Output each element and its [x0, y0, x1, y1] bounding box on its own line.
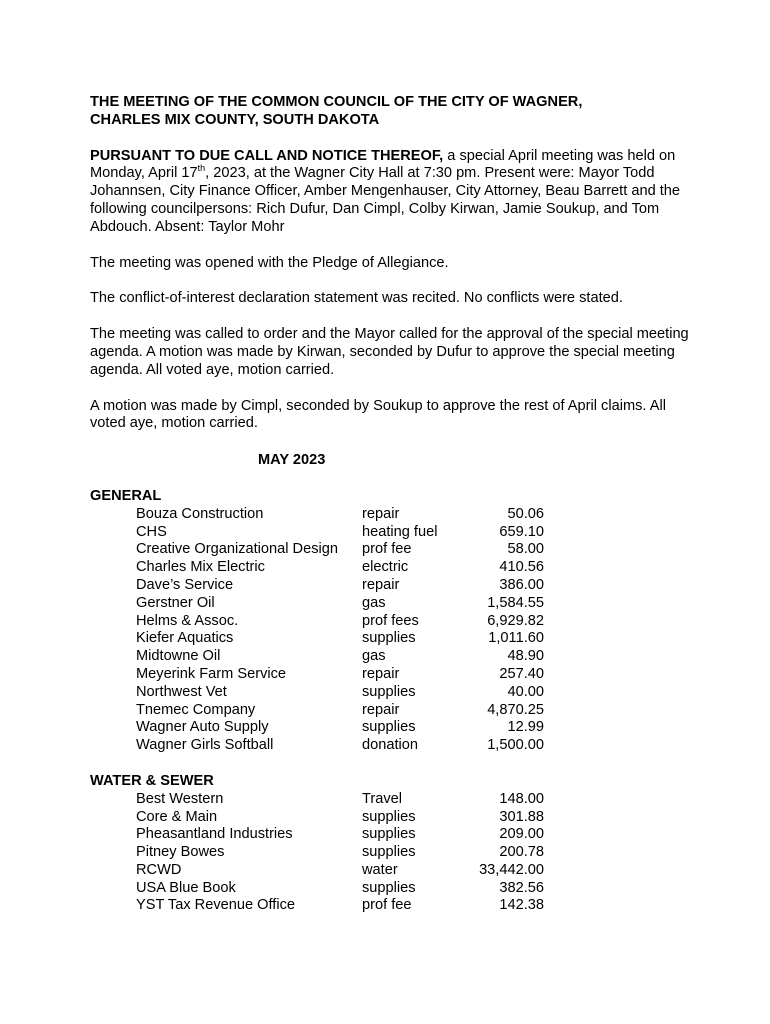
vendor-cell: Pitney Bowes	[136, 844, 225, 861]
vendor-cell: Dave’s Service	[136, 576, 234, 593]
vendor-cell: Charles Mix Electric	[136, 559, 265, 576]
table-row	[136, 737, 544, 755]
purpose-cell: prof fee	[362, 897, 412, 914]
purpose-cell: repair	[362, 701, 400, 718]
section-heading: GENERAL	[90, 487, 162, 504]
table-row	[136, 577, 544, 595]
table-row	[136, 880, 544, 898]
amount-cell: 40.00	[507, 683, 544, 700]
purpose-cell: water	[362, 861, 398, 878]
table-row	[136, 595, 544, 613]
paragraph-conflict: The conflict-of-interest declaration statement was recited. No conflicts were stated.	[90, 290, 623, 307]
vendor-cell: Wagner Girls Softball	[136, 737, 274, 754]
amount-cell: 1,011.60	[488, 630, 544, 647]
vendor-cell: Tnemec Company	[136, 701, 256, 718]
purpose-cell: gas	[362, 648, 386, 665]
purpose-cell: supplies	[362, 879, 416, 896]
vendor-cell: Bouza Construction	[136, 505, 264, 522]
table-row	[136, 826, 544, 844]
intro-paragraph	[90, 148, 690, 237]
vendor-cell: RCWD	[136, 861, 182, 878]
amount-cell: 1,584.55	[487, 594, 544, 611]
table-row	[136, 541, 544, 559]
purpose-cell: supplies	[362, 826, 416, 843]
amount-cell: 12.99	[507, 719, 544, 736]
amount-cell: 33,442.00	[479, 861, 544, 878]
vendor-cell: Creative Organizational Design	[136, 541, 338, 558]
vendor-cell: Helms & Assoc.	[136, 612, 239, 629]
amount-cell: 301.88	[499, 808, 544, 825]
intro-superscript: th	[197, 163, 206, 174]
vendor-cell: Midtowne Oil	[136, 648, 221, 665]
table-row	[136, 613, 544, 631]
table-row	[136, 791, 544, 809]
amount-cell: 50.06	[507, 505, 544, 522]
amount-cell: 382.56	[499, 879, 544, 896]
vendor-cell: Best Western	[136, 790, 224, 807]
paragraph-agenda: The meeting was called to order and the Mayor called for the approval of the special meeting agenda. A motion was made by Kirwan, seconded by Dufur to approve the special meeting agenda. All voted aye, motion carried.	[90, 326, 689, 378]
table-row	[136, 648, 544, 666]
amount-cell: 148.00	[499, 790, 544, 807]
vendor-cell: Kiefer Aquatics	[136, 630, 234, 647]
purpose-cell: gas	[362, 594, 386, 611]
table-row	[136, 809, 544, 827]
purpose-cell: repair	[362, 576, 400, 593]
claims-table	[136, 506, 544, 755]
amount-cell: 659.10	[499, 523, 544, 540]
table-row	[136, 702, 544, 720]
amount-cell: 4,870.25	[487, 701, 544, 718]
purpose-cell: repair	[362, 505, 400, 522]
amount-cell: 410.56	[499, 559, 544, 576]
purpose-cell: supplies	[362, 683, 416, 700]
claims-sections	[90, 488, 690, 915]
amount-cell: 1,500.00	[487, 737, 544, 754]
table-row	[136, 684, 544, 702]
month-heading: MAY 2023	[258, 452, 326, 469]
table-row	[136, 524, 544, 542]
table-row	[136, 862, 544, 880]
purpose-cell: repair	[362, 665, 400, 682]
table-row	[136, 897, 544, 915]
document-title	[90, 94, 690, 130]
purpose-cell: supplies	[362, 844, 416, 861]
amount-cell: 209.00	[499, 826, 544, 843]
claims-table	[136, 791, 544, 916]
table-row	[136, 506, 544, 524]
intro-text-a: a special April meeting was held on Monday, April 17	[90, 147, 676, 182]
purpose-cell: prof fees	[362, 612, 419, 629]
purpose-cell: supplies	[362, 719, 416, 736]
vendor-cell: YST Tax Revenue Office	[136, 897, 295, 914]
table-row	[136, 844, 544, 862]
section-heading: WATER & SEWER	[90, 772, 214, 789]
purpose-cell: prof fee	[362, 541, 412, 558]
vendor-cell: Gerstner Oil	[136, 594, 215, 611]
vendor-cell: Pheasantland Industries	[136, 826, 293, 843]
vendor-cell: CHS	[136, 523, 167, 540]
paragraph-claims-motion: A motion was made by Cimpl, seconded by Soukup to approve the rest of April claims. All voted aye, motion carried.	[90, 397, 666, 432]
purpose-cell: electric	[362, 559, 409, 576]
vendor-cell: Core & Main	[136, 808, 218, 825]
title-line-1: THE MEETING OF THE COMMON COUNCIL OF THE CITY OF WAGNER,	[90, 94, 583, 110]
amount-cell: 257.40	[499, 665, 544, 682]
purpose-cell: supplies	[362, 630, 416, 647]
vendor-cell: Northwest Vet	[136, 683, 227, 700]
purpose-cell: supplies	[362, 808, 416, 825]
purpose-cell: heating fuel	[362, 523, 438, 540]
intro-lead: PURSUANT TO DUE CALL AND NOTICE THEREOF,	[90, 147, 444, 164]
amount-cell: 200.78	[499, 844, 544, 861]
purpose-cell: Travel	[362, 790, 403, 807]
table-row	[136, 719, 544, 737]
amount-cell: 48.90	[507, 648, 544, 665]
table-row	[136, 559, 544, 577]
vendor-cell: Meyerink Farm Service	[136, 665, 287, 682]
table-row	[136, 630, 544, 648]
amount-cell: 386.00	[499, 576, 544, 593]
amount-cell: 142.38	[499, 897, 544, 914]
amount-cell: 58.00	[507, 541, 544, 558]
table-row	[136, 666, 544, 684]
amount-cell: 6,929.82	[487, 612, 544, 629]
title-line-2: CHARLES MIX COUNTY, SOUTH DAKOTA	[90, 111, 380, 128]
intro-text-b: , 2023, at the Wagner City Hall at 7:30 pm. Present were: Mayor Todd Johannsen, City Finance Officer, Amber Mengenhauser, City Attorney, Beau Barrett and the following councilpersons: Rich Dufur, Dan Cimpl, Colby Kirwan, Jamie Soukup, and Tom Abdouch. Absent: Taylor Mohr	[90, 165, 681, 235]
vendor-cell: USA Blue Book	[136, 879, 236, 896]
vendor-cell: Wagner Auto Supply	[136, 719, 269, 736]
document-page	[90, 94, 690, 915]
paragraph-pledge: The meeting was opened with the Pledge of Allegiance.	[90, 254, 449, 271]
purpose-cell: donation	[362, 737, 418, 754]
